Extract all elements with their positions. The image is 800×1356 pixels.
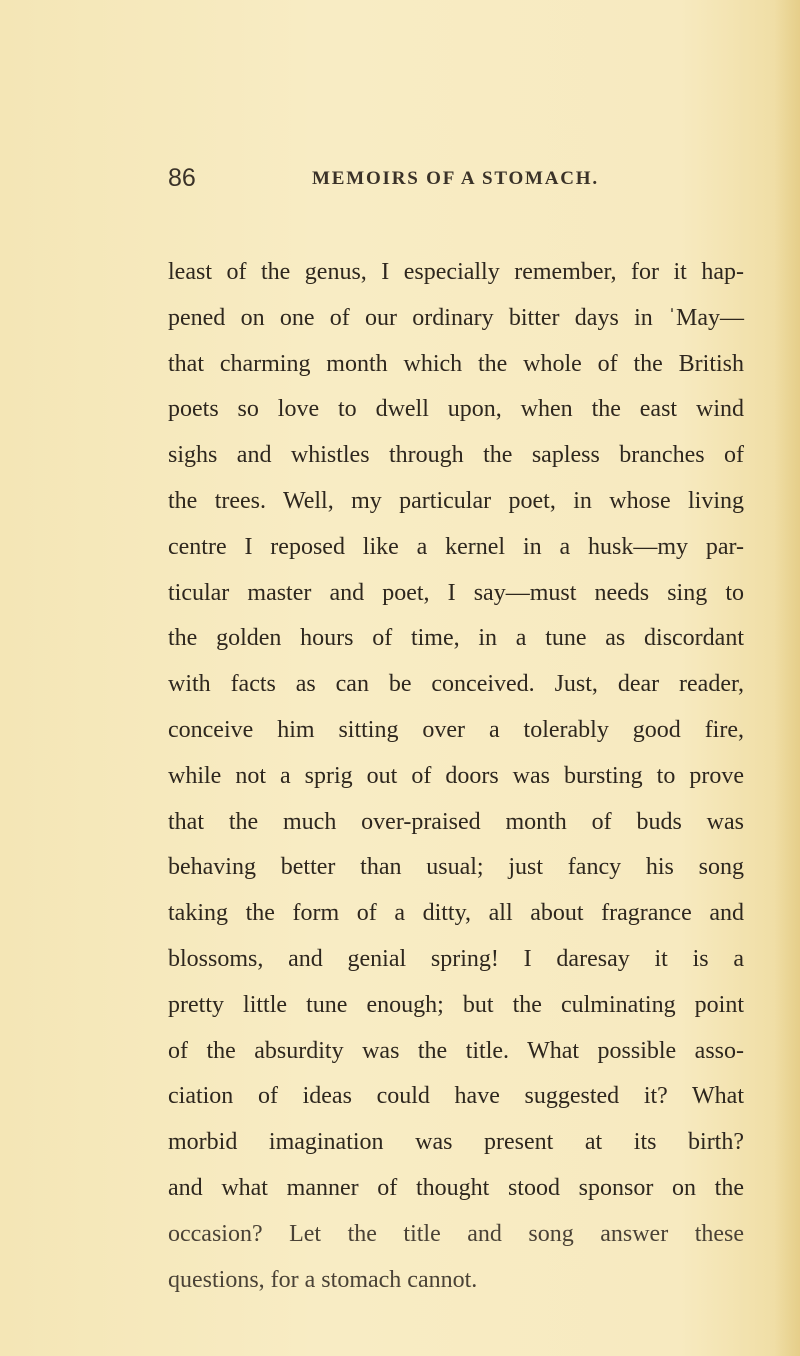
text-line: that the much over-praised month of buds was [168,808,744,835]
page-number: 86 [168,164,196,192]
text-line: sighs and whistles through the sapless branches of [168,442,744,469]
body-text [168,250,744,1303]
text-line: occasion? Let the title and song answer these [168,1220,744,1247]
text-line: ciation of ideas could have suggested it? What [168,1083,744,1110]
text-line: behaving better than usual; just fancy his song [168,854,744,881]
text-line: pened on one of our ordinary bitter days in ˈMay— [168,304,744,331]
running-head [168,164,728,204]
text-line: the trees. Well, my particular poet, in whose living [168,487,744,514]
text-line: of the absurdity was the title. What possible asso- [168,1037,744,1064]
text-line: that charming month which the whole of the British [168,350,744,377]
text-line: taking the form of a ditty, all about fragrance and [168,900,744,927]
text-line: with facts as can be conceived. Just, dear reader, [168,671,744,698]
text-line-last: questions, for a stomach cannot. [168,1266,478,1293]
text-line: ticular master and poet, I say—must needs sing to [168,579,744,606]
text-line: least of the genus, I especially remember, for it hap- [168,259,744,285]
text-line: morbid imagination was present at its birth? [168,1129,744,1156]
text-line: centre I reposed like a kernel in a husk—my par- [168,533,744,560]
text-line: and what manner of thought stood sponsor on the [168,1174,744,1201]
text-line: pretty little tune enough; but the culminating point [168,991,744,1018]
running-title: MEMOIRS OF A STOMACH. [312,168,599,189]
text-line: poets so love to dwell upon, when the east wind [168,396,744,423]
text-line: conceive him sitting over a tolerably good fire, [168,716,744,743]
text-line: blossoms, and genial spring! I daresay it is a [168,945,744,972]
text-line: while not a sprig out of doors was bursting to prove [168,762,744,789]
text-line: the golden hours of time, in a tune as discordant [168,625,744,652]
page-edge-shading [774,0,800,1356]
